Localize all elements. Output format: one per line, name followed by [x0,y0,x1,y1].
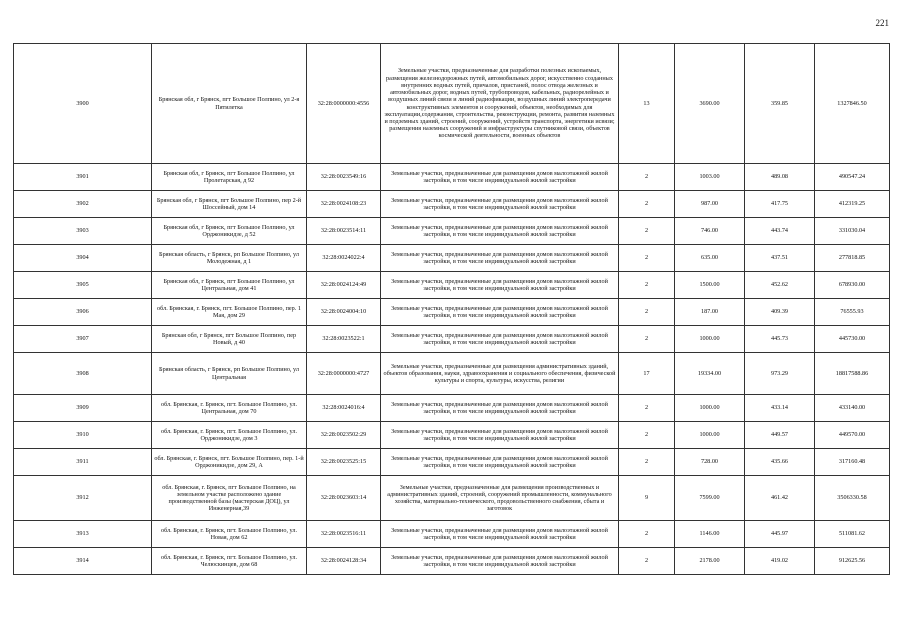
row-number-cell: 3902 [14,191,152,218]
cadastral-number-cell: 32:28:0000000:4556 [307,44,381,164]
table-row [14,326,890,353]
cadastral-value-cell: 433140.00 [815,395,890,422]
address-cell: Брянская обл, г Брянск, пгт Большое Полпино, пер Новый, д 40 [152,326,307,353]
area-cell: 7599.00 [675,476,745,521]
use-group-cell: 2 [619,245,675,272]
specific-value-cell: 445.97 [745,521,815,548]
row-number-cell: 3910 [14,422,152,449]
land-use-purpose-cell: Земельные участки, предназначенные для размещения домов малоэтажной жилой застройки, в том числе индивидуальной жилой застройки [381,449,619,476]
address-cell: обл. Брянская, г. Брянск, пгт. Большое Полпино, ул. Челюскинцев, дом 68 [152,548,307,575]
cadastral-value-cell: 3506330.58 [815,476,890,521]
cadastral-value-cell: 678930.00 [815,272,890,299]
cadastral-number-cell: 32:28:0023502:29 [307,422,381,449]
specific-value-cell: 445.73 [745,326,815,353]
land-use-purpose-cell: Земельные участки, предназначенные для размещения административных зданий, объектов образования, науки, здравоохранения и социального обеспечения, физической культуры и спорта, культуры, искусства, религии [381,353,619,395]
table-row [14,422,890,449]
cadastral-number-cell: 32:28:0023522:1 [307,326,381,353]
cadastral-number-cell: 32:28:0024128:34 [307,548,381,575]
specific-value-cell: 973.29 [745,353,815,395]
use-group-cell: 2 [619,272,675,299]
address-cell: обл. Брянская, г. Брянск, пгт. Большое Полпино, ул. Центральная, дом 70 [152,395,307,422]
use-group-cell: 17 [619,353,675,395]
area-cell: 19334.00 [675,353,745,395]
area-cell: 2178.00 [675,548,745,575]
use-group-cell: 2 [619,521,675,548]
cadastral-value-cell: 317160.48 [815,449,890,476]
row-number-cell: 3907 [14,326,152,353]
table-row [14,44,890,164]
table-row [14,353,890,395]
specific-value-cell: 461.42 [745,476,815,521]
cadastral-value-cell: 76555.93 [815,299,890,326]
area-cell: 746.00 [675,218,745,245]
table-row [14,449,890,476]
table-row [14,218,890,245]
cadastral-value-cell: 511081.62 [815,521,890,548]
address-cell: обл. Брянская, г. Брянск, пгт. Большое Полпино, пер. 1-й Орджоникидзе, дом 29, А [152,449,307,476]
land-use-purpose-cell: Земельные участки, предназначенные для размещения домов малоэтажной жилой застройки, в том числе индивидуальной жилой застройки [381,299,619,326]
land-use-purpose-cell: Земельные участки, предназначенные для размещения домов малоэтажной жилой застройки, в том числе индивидуальной жилой застройки [381,326,619,353]
table-row [14,548,890,575]
row-number-cell: 3905 [14,272,152,299]
table-row [14,395,890,422]
specific-value-cell: 443.74 [745,218,815,245]
cadastral-value-cell: 912625.56 [815,548,890,575]
address-cell: обл. Брянская, г. Брянск, пгт. Большое Полпино, пер. 1 Мая, дом 29 [152,299,307,326]
cadastral-value-cell: 445730.00 [815,326,890,353]
specific-value-cell: 452.62 [745,272,815,299]
cadastral-number-cell: 32:28:0023603:14 [307,476,381,521]
area-cell: 1000.00 [675,422,745,449]
address-cell: Брянская обл, г Брянск, пгт Большое Полпино, ул 2-я Пятилетка [152,44,307,164]
address-cell: Брянская область, г Брянск, рп Большое Полпино, ул Молодежная, д 1 [152,245,307,272]
cadastral-value-cell: 1327846.50 [815,44,890,164]
table-row [14,521,890,548]
use-group-cell: 2 [619,299,675,326]
table-row [14,164,890,191]
cadastral-value-cell: 412319.25 [815,191,890,218]
cadastral-number-cell: 32:28:0024124:49 [307,272,381,299]
row-number-cell: 3900 [14,44,152,164]
address-cell: Брянская область, г Брянск, рп Большое Полпино, ул Центральная [152,353,307,395]
cadastral-number-cell: 32:28:0023549:16 [307,164,381,191]
address-cell: Брянская обл, г Брянск, пгт Большое Полпино, ул Орджоникидзе, д 52 [152,218,307,245]
table-row [14,476,890,521]
address-cell: обл. Брянская, г. Брянск, пгт. Большое Полпино, ул. Орджоникидзе, дом 3 [152,422,307,449]
use-group-cell: 2 [619,395,675,422]
specific-value-cell: 409.39 [745,299,815,326]
address-cell: Брянская обл, г Брянск, пгт Большое Полпино, ул Центральная, дом 41 [152,272,307,299]
cadastral-number-cell: 32:28:0024022:4 [307,245,381,272]
specific-value-cell: 435.66 [745,449,815,476]
table-row [14,299,890,326]
use-group-cell: 2 [619,422,675,449]
cadastral-value-cell: 490547.24 [815,164,890,191]
row-number-cell: 3912 [14,476,152,521]
cadastral-value-cell: 18817588.86 [815,353,890,395]
use-group-cell: 2 [619,164,675,191]
specific-value-cell: 433.14 [745,395,815,422]
use-group-cell: 2 [619,326,675,353]
land-use-purpose-cell: Земельные участки, предназначенные для размещения домов малоэтажной жилой застройки, в том числе индивидуальной жилой застройки [381,521,619,548]
use-group-cell: 2 [619,191,675,218]
cadastral-number-cell: 32:28:0023516:11 [307,521,381,548]
use-group-cell: 2 [619,548,675,575]
specific-value-cell: 437.51 [745,245,815,272]
cadastral-value-cell: 277818.85 [815,245,890,272]
address-cell: Брянская обл, г Брянск, пгт Большое Полпино, пер 2-й Шоссейный, дом 14 [152,191,307,218]
specific-value-cell: 417.75 [745,191,815,218]
address-cell: обл. Брянская, г. Брянск, пгт. Большое Полпино, ул. Новая, дом 62 [152,521,307,548]
cadastral-number-cell: 32:28:0024004:10 [307,299,381,326]
specific-value-cell: 489.08 [745,164,815,191]
area-cell: 728.00 [675,449,745,476]
use-group-cell: 13 [619,44,675,164]
address-cell: обл. Брянская, г. Брянск, пгт Большое Полпино, на земельном участке расположено здание производственной базы (мастерская ДОЦ), ул Инженерная,39 [152,476,307,521]
land-use-purpose-cell: Земельные участки, предназначенные для размещения домов малоэтажной жилой застройки, в том числе индивидуальной жилой застройки [381,191,619,218]
row-number-cell: 3904 [14,245,152,272]
row-number-cell: 3914 [14,548,152,575]
cadastral-number-cell: 32:28:0024108:23 [307,191,381,218]
land-use-purpose-cell: Земельные участки, предназначенные для разработки полезных ископаемых, размещения железнодорожных путей, автомобильных дорог, искусственно созданных внутренних водных путей, причалов, пристаней, полос отвода железных и автомобильных дорог, водных путей, трубопроводов, кабельных, радиорелейных и воздушных линий связи и линий радиофикации, воздушных линий электропередачи конструктивных элементов и сооружений, объектов, необходимых для эксплуатации,содержания, строительства, реконструкции, ремонта, развития наземных и подземных зданий, строений, сооружений, устройств транспорта, энергетики иcвязи; размещения наземных сооружений и инфраструктуры спутниковой связи, объектов космической деятельности, военных объектов [381,44,619,164]
page-number: 221 [875,18,889,28]
area-cell: 1146.00 [675,521,745,548]
area-cell: 1500.00 [675,272,745,299]
land-use-purpose-cell: Земельные участки, предназначенные для размещения домов малоэтажной жилой застройки, в том числе индивидуальной жилой застройки [381,164,619,191]
cadastral-value-cell: 449570.00 [815,422,890,449]
cadastral-number-cell: 32:28:0023525:15 [307,449,381,476]
land-use-purpose-cell: Земельные участки, предназначенные для размещения домов малоэтажной жилой застройки, в том числе индивидуальной жилой застройки [381,272,619,299]
row-number-cell: 3909 [14,395,152,422]
use-group-cell: 2 [619,449,675,476]
land-use-purpose-cell: Земельные участки, предназначенные для размещения домов малоэтажной жилой застройки, в том числе индивидуальной жилой застройки [381,218,619,245]
row-number-cell: 3906 [14,299,152,326]
area-cell: 1000.00 [675,326,745,353]
land-use-purpose-cell: Земельные участки, предназначенные для размещения домов малоэтажной жилой застройки, в том числе индивидуальной жилой застройки [381,245,619,272]
cadastral-value-cell: 331030.04 [815,218,890,245]
row-number-cell: 3903 [14,218,152,245]
land-use-purpose-cell: Земельные участки, предназначенные для размещения домов малоэтажной жилой застройки, в том числе индивидуальной жилой застройки [381,395,619,422]
land-use-purpose-cell: Земельные участки, предназначенные для размещения домов малоэтажной жилой застройки, в том числе индивидуальной жилой застройки [381,548,619,575]
table-row [14,191,890,218]
address-cell: Брянская обл, г Брянск, пгт Большое Полпино, ул Пролетарская, д 92 [152,164,307,191]
area-cell: 3690.00 [675,44,745,164]
area-cell: 187.00 [675,299,745,326]
row-number-cell: 3911 [14,449,152,476]
specific-value-cell: 359.85 [745,44,815,164]
table-row [14,245,890,272]
area-cell: 1000.00 [675,395,745,422]
cadastral-number-cell: 32:28:0000000:4727 [307,353,381,395]
area-cell: 987.00 [675,191,745,218]
row-number-cell: 3913 [14,521,152,548]
table-row [14,272,890,299]
row-number-cell: 3901 [14,164,152,191]
area-cell: 1003.00 [675,164,745,191]
specific-value-cell: 419.02 [745,548,815,575]
land-use-purpose-cell: Земельные участки, предназначенные для размещения производственных и административных зданий, строений, сооружений промышленности, коммунального хозяйства, материально-технического, продовольственного снабжения, сбыта и заготовок [381,476,619,521]
cadastral-number-cell: 32:28:0023514:11 [307,218,381,245]
land-use-purpose-cell: Земельные участки, предназначенные для размещения домов малоэтажной жилой застройки, в том числе индивидуальной жилой застройки [381,422,619,449]
use-group-cell: 9 [619,476,675,521]
row-number-cell: 3908 [14,353,152,395]
table-body [14,44,890,575]
specific-value-cell: 449.57 [745,422,815,449]
area-cell: 635.00 [675,245,745,272]
cadastral-number-cell: 32:28:0024016:4 [307,395,381,422]
land-plots-table [13,43,890,575]
use-group-cell: 2 [619,218,675,245]
